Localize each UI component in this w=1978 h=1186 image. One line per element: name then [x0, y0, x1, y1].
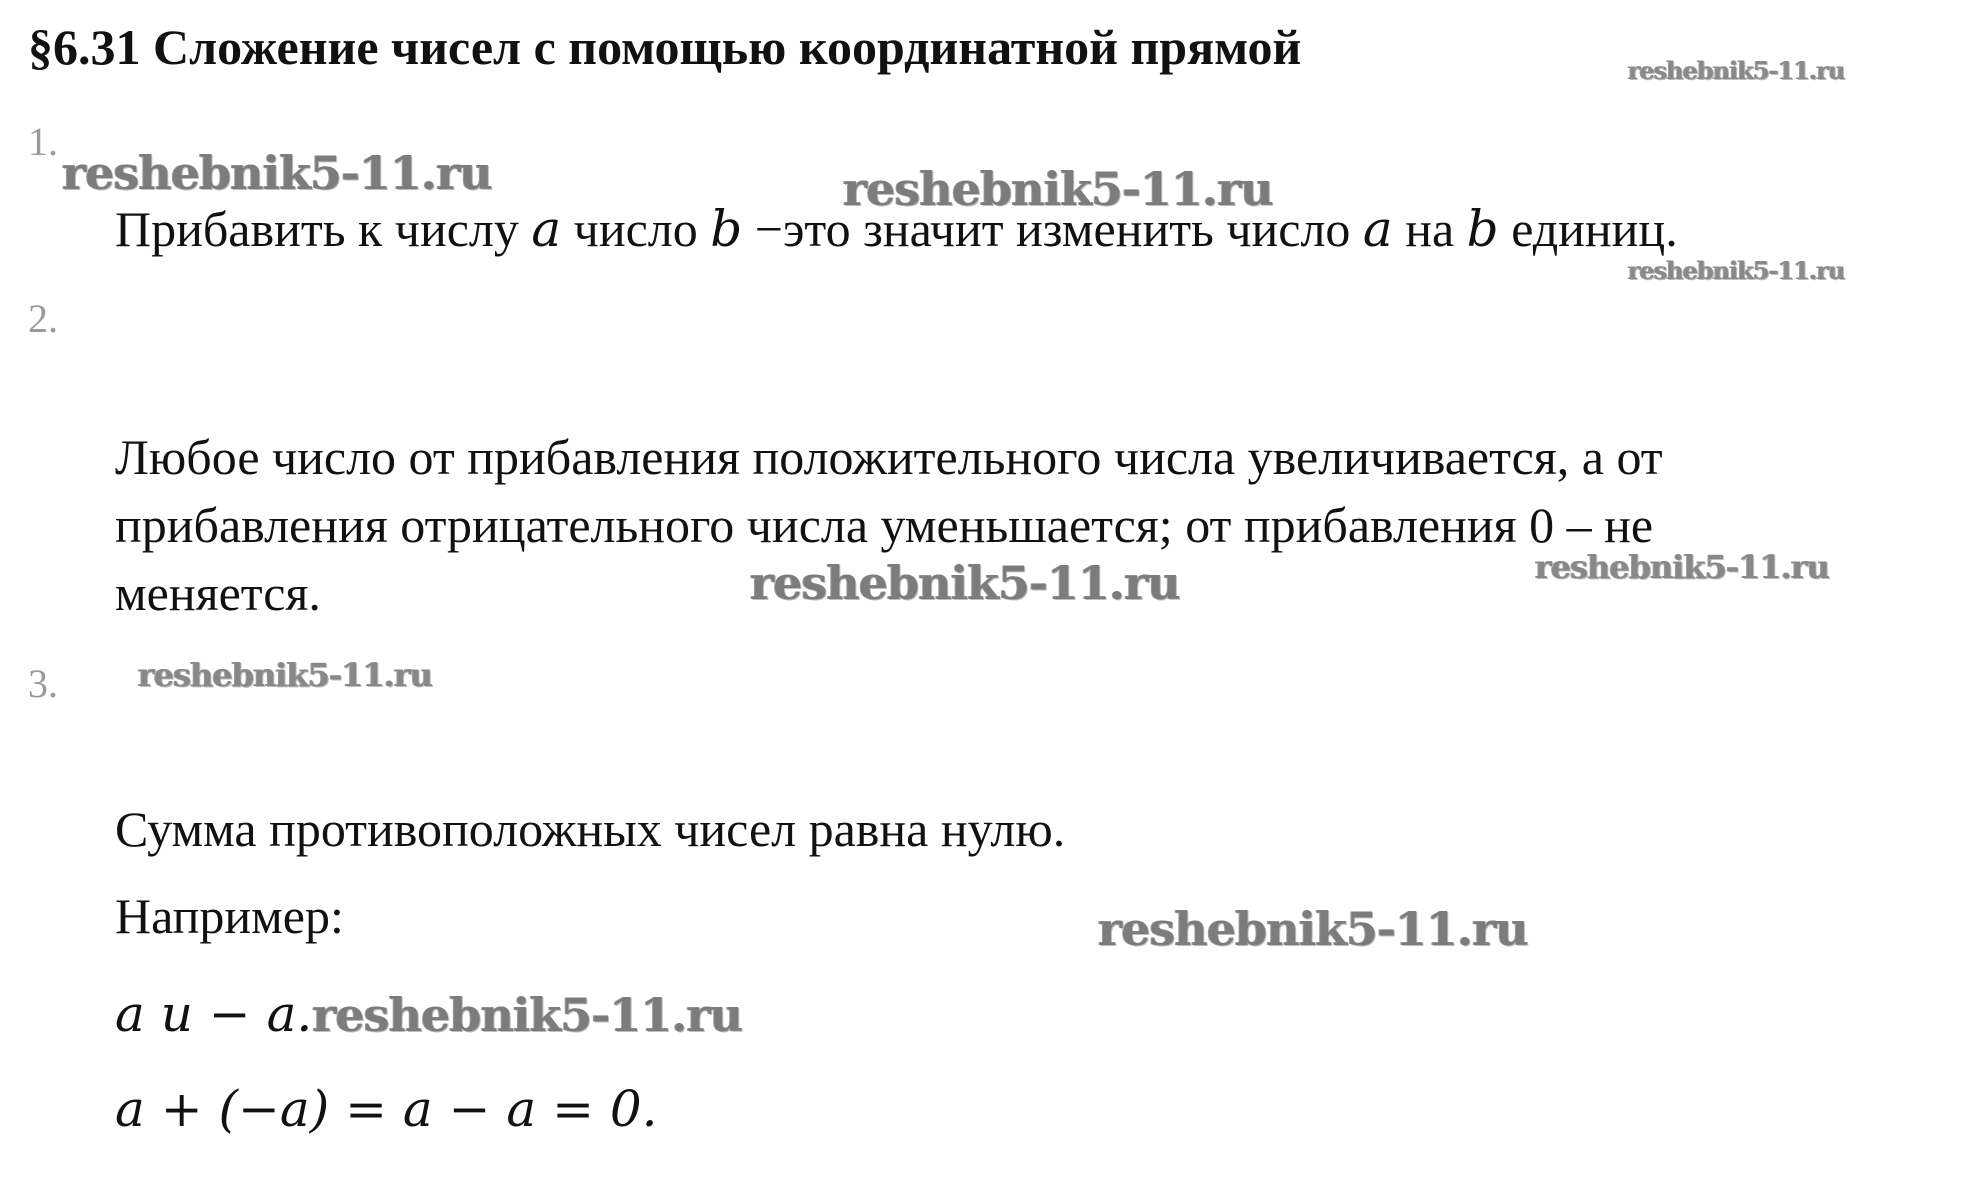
watermark: reshebnik5-11.ru [1628, 56, 1845, 85]
formula-1: a и − a.reshebnik5-11.ru [115, 985, 743, 1043]
watermark: reshebnik5-11.ru [750, 556, 1180, 610]
watermark: reshebnik5-11.ru [62, 146, 492, 200]
watermark: reshebnik5-11.ru [1628, 256, 1845, 285]
item-2-line: меняется. [115, 565, 321, 621]
item-2-line: Любое число от прибавления положительного числа увеличивается, а от [115, 429, 1663, 485]
watermark: reshebnik5-11.ru [138, 656, 433, 694]
item-number: 1. [28, 119, 58, 164]
item-number: 2. [28, 296, 58, 341]
watermark: reshebnik5-11.ru [843, 162, 1273, 216]
watermark: reshebnik5-11.ru [1098, 902, 1528, 956]
item-2-line: прибавления отрицательного числа уменьшается; от прибавления 0 – не [115, 497, 1654, 553]
item-1-text: Прибавить к числу a число b −это значит изменить число a на b единиц. [115, 200, 1678, 258]
example-label: Например: [115, 888, 344, 944]
item-number: 3. [28, 661, 58, 706]
item-3-text: Сумма противоположных чисел равна нулю. [115, 801, 1066, 857]
page-title: §6.31 Сложение чисел с помощью координатной прямой [28, 19, 1302, 75]
watermark: reshebnik5-11.ru [312, 988, 743, 1042]
formula-2: a + (−a) = a − a = 0. [115, 1080, 658, 1138]
watermark: reshebnik5-11.ru [1535, 548, 1830, 586]
